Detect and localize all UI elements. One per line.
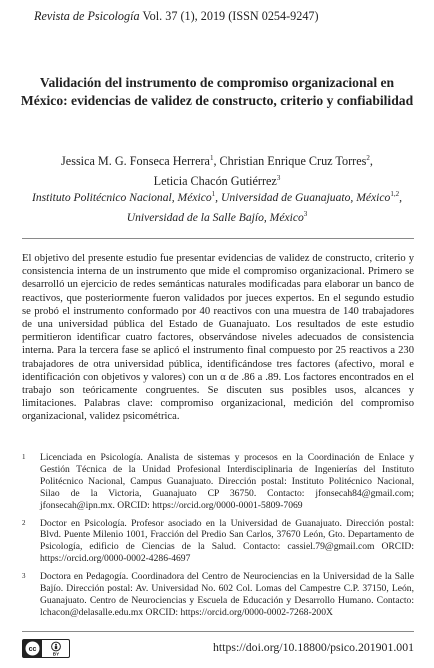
author-sup: 3 [276,174,281,183]
affiliation-sup: 3 [303,209,308,218]
section-divider [22,238,414,239]
author-name: Christian Enrique Cruz Torres [219,154,367,169]
author-sup: 1 [209,154,214,162]
affiliation-name: Instituto Politécnico Nacional, México [32,190,212,204]
affiliation-1 [32,191,221,204]
author-2 [220,154,373,168]
article-title: Validación del instrumento de compromiso organizacional en México: evidencias de validez de constructo, criterio y confiabilidad [20,75,414,108]
footnote-number: 2 [22,518,26,527]
author-sup: 2 [366,154,370,162]
cc-logo-icon [25,641,40,656]
abstract-text: El objetivo del presente estudio fue presentar evidencias de validez de constructo, criterio y consistencia interna de un instrumento que mide el compromiso organizacional. Primero se desarrolló un ejercicio de redes semánticas naturales modificadas para elaborar un banco de reactivos, que posteriormente fueron validados por jueces expertos. En el segundo estudio se probó el instrumento conformado por 40 reactivos con una muestra de 140 trabajadores de una universidad pública del Estado de Guanajuato. Los resultados de este estudio permitieron identificar cuatro factores, observándose niveles adecuados de consistencia interna. Para la tercera fase se aplicó el instrumento final compuesto por 25 reactivos a 230 trabajadores de otra universidad pública, identificándose tres factores (afectivo, moral e identificación con objetivos y valores) con un α de .86 a .89. Los factores encontrados en el trabajo son teóricamente congruentes. Se discuten sus posibles usos, alcances y limitaciones. [22,253,414,410]
footnotes [22,452,414,625]
author-list [0,150,434,190]
doi-link[interactable]: https://doi.org/10.18800/psico.201901.001 [213,640,414,654]
svg-text:cc: cc [28,646,37,654]
footnote-number: 3 [22,572,26,581]
author-1 [61,154,220,168]
author-separator: , [369,154,373,169]
footnote [22,518,414,566]
footnote [22,452,414,512]
footnote-number: 1 [22,453,26,461]
author-separator: , [213,154,220,169]
journal-name: Revista de Psicología [34,9,140,23]
footnote [22,571,414,619]
svg-text:BY: BY [52,651,59,656]
affiliation-separator: , [399,190,402,204]
footnote-text: Doctora en Pedagogía. Coordinadora del Centro de Neurociencias en la Universidad de la Salle Bajío. Dirección postal: Av. Universidad No. 602 Col. Lomas del Campestre C.P. 37150, León, Guanajuato. Centro de Neurociencias y Escuela de Educación y Desarrollo Humano. Contacto: lchacon@delasalle.edu.mx ORCID: https://orcid.org/0000-0002-7268-200X [40,571,414,618]
affiliation-name: Universidad de la Salle Bajío, México [126,210,304,224]
keywords: compromiso organizacional, medición del compromiso organizacional, validez psicométrica. [22,398,414,423]
affiliation-name: Universidad de Guanajuato, México [220,190,391,204]
affiliation-separator: , [215,190,221,204]
affiliation-sup: 1,2 [390,190,400,198]
footer-divider [22,631,414,632]
affiliation-2 [221,191,402,204]
keywords-label: Palabras clave: [84,398,153,410]
footnote-text: Licenciada en Psicología. Analista de sistemas y procesos en la Coordinación de Enlace y Gestión Técnica de la Unidad Profesional Interdisciplinaria de Ingenierías del Instituto Politécnico Nacional, Campus Guanajuato. Dirección postal: Instituto Politécnico Nacional, Silao de la Victoria, Guanajuato CP 36750. Contacto: jfonsecah84@gmail.com; jfonsecah@ipn.mx. ORCID: https://orcid.org/0000-0001-5809-7069 [40,452,414,511]
abstract [22,252,414,424]
volume-info: Vol. 37 (1), 2019 (ISSN 0254-9247) [142,9,319,23]
footnote-text: Doctor en Psicología. Profesor asociado en la Universidad de Guanajuato. Dirección postal: Blvd. Puente Milenio 1001, Fracción del Predio San Carlos, 37670 León, Gto. Departamento de Psicología, edificio de Ciencias de la Salud. Contacto: cassiel.79@gmail.com ORCID: https://orcid.org/0000-0002-4286-4697 [40,517,414,565]
journal-header [34,9,404,24]
author-name: Jessica M. G. Fonseca Herrera [61,154,210,169]
by-icon [42,640,69,657]
cc-by-license-badge[interactable] [22,639,70,658]
affiliation-list [0,186,434,226]
affiliation-3 [127,211,308,224]
affiliation-sup: 1 [211,190,216,198]
author-name: Leticia Chacón Gutiérrez [153,174,277,189]
attribution-person-icon [44,641,68,656]
cc-icon [23,640,42,657]
